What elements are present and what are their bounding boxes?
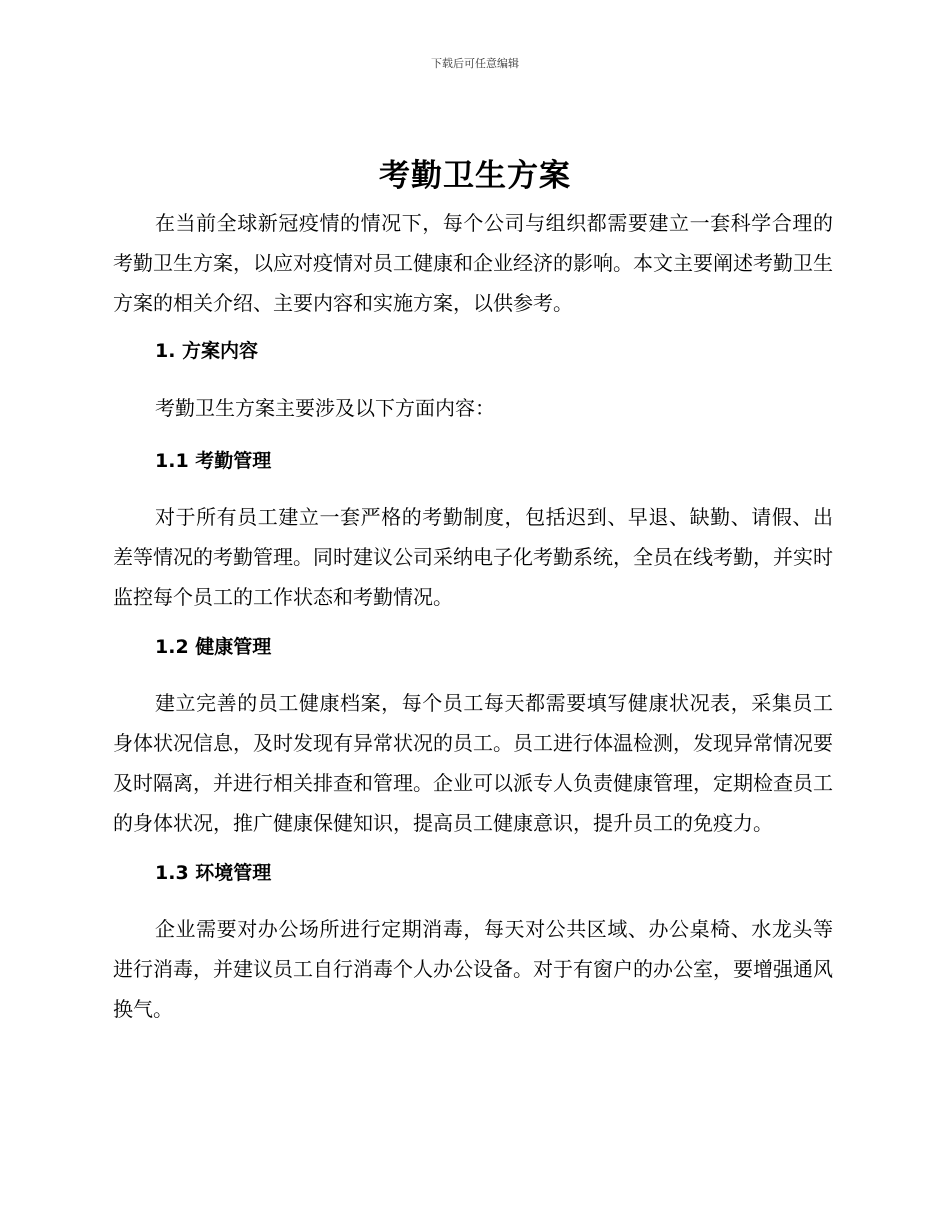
- section-1-3-paragraph: 企业需要对办公场所进行定期消毒，每天对公共区域、办公桌椅、水龙头等进行消毒，并建议员工自行消毒个人办公设备。对于有窗户的办公室，要增强通风换气。: [113, 917, 833, 1021]
- intro-paragraph: 在当前全球新冠疫情的情况下，每个公司与组织都需要建立一套科学合理的考勤卫生方案，以应对疫情对员工健康和企业经济的影响。本文主要阐述考勤卫生方案的相关介绍、主要内容和实施方案，以供参考。: [113, 211, 833, 315]
- page-header-note: 下载后可任意编辑: [431, 57, 519, 70]
- section-1-heading: 1. 方案内容: [155, 340, 259, 362]
- section-1-1-heading: 1.1 考勤管理: [155, 450, 272, 472]
- section-1-2-paragraph: 建立完善的员工健康档案，每个员工每天都需要填写健康状况表，采集员工身体状况信息，及时发现有异常状况的员工。员工进行体温检测，发现异常情况要及时隔离，并进行相关排查和管理。企业可以派专人负责健康管理，定期检查员工的身体状况，推广健康保健知识，提高员工健康意识，提升员工的免疫力。: [113, 691, 833, 835]
- section-1-paragraph: 考勤卫生方案主要涉及以下方面内容：: [155, 396, 495, 420]
- section-1-1-paragraph: 对于所有员工建立一套严格的考勤制度，包括迟到、早退、缺勤、请假、出差等情况的考勤管理。同时建议公司采纳电子化考勤系统，全员在线考勤，并实时监控每个员工的工作状态和考勤情况。: [113, 505, 833, 609]
- document-body: [113, 203, 833, 1029]
- section-1-3-heading: 1.3 环境管理: [155, 862, 272, 884]
- document-title: 考勤卫生方案: [379, 158, 571, 194]
- section-1-2-heading: 1.2 健康管理: [155, 636, 272, 658]
